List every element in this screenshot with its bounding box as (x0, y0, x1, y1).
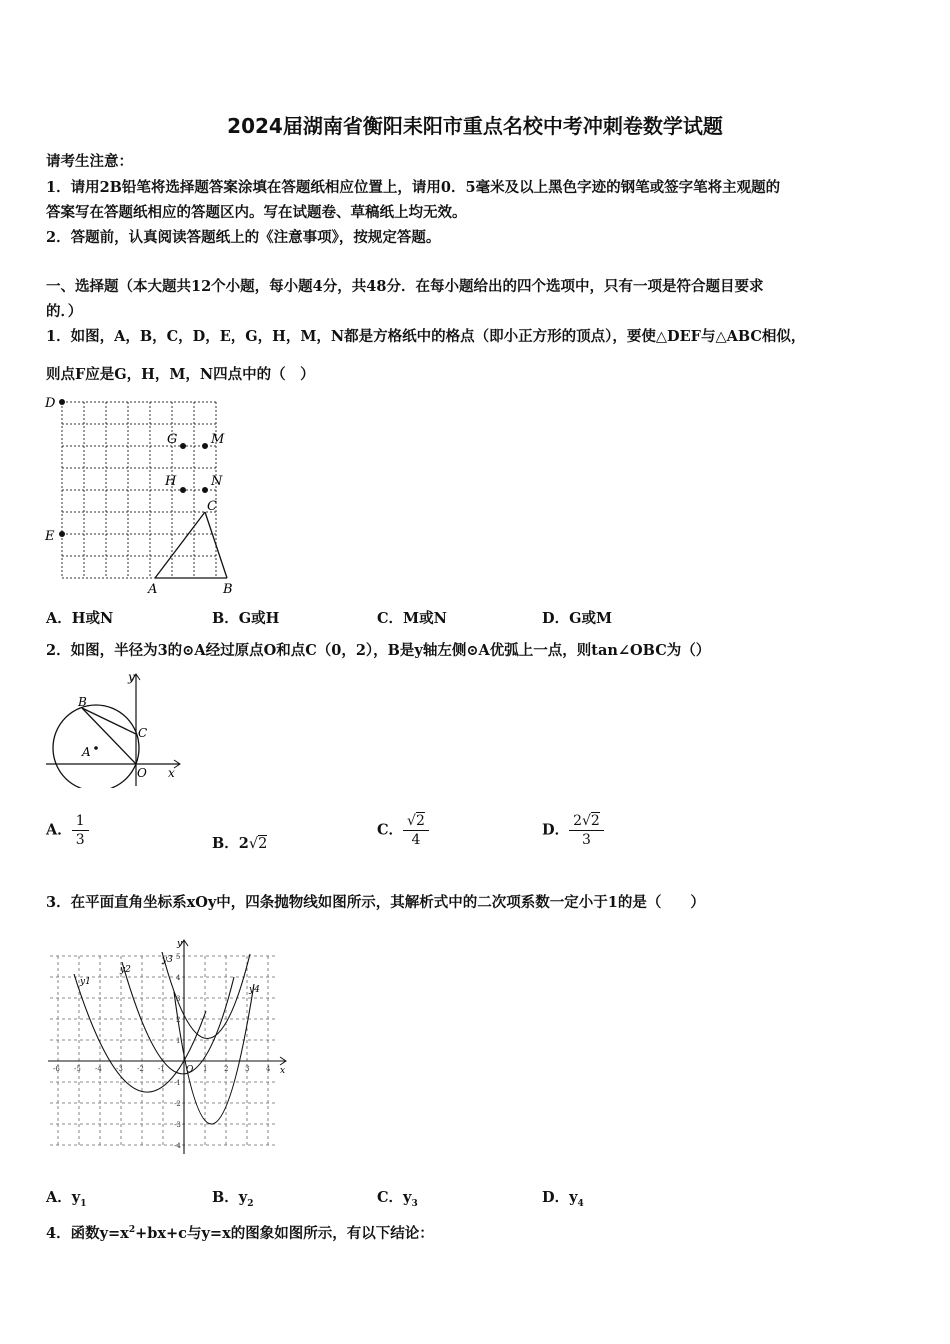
q4-text: 4．函数$y=x^2+bx+c$与y=x的图象如图所示，有以下结论： (46, 1224, 434, 1242)
q1-grid-lines (62, 402, 216, 578)
y-tick: -3 (174, 1121, 181, 1129)
q1-grid-figure (40, 390, 240, 600)
fraction-root2-over-4: $\frac{√2}{4}$ (403, 812, 429, 849)
label-g: G (167, 432, 178, 447)
q2-label-o: O (137, 766, 147, 780)
y-tick: 5 (176, 953, 181, 961)
q2-label-a: A (82, 745, 91, 759)
x-tick: 4 (266, 1065, 271, 1073)
x-tick: -3 (116, 1065, 123, 1073)
q3-label-y3: y3 (162, 955, 173, 965)
q3-label-y: y (177, 939, 183, 949)
sqrt-symbol: √ (582, 813, 591, 829)
x-tick: 1 (203, 1065, 208, 1073)
q2-label-b: B (78, 695, 87, 709)
q3-label-y4: y4 (249, 985, 260, 995)
section-heading-cont: 的．） (46, 303, 83, 320)
triangle-abc (155, 512, 227, 578)
notice-line-1-cont: 答案写在答题纸相应的答题区内。写在试题卷、草稿纸上均无效。 (46, 204, 467, 221)
q1-points (59, 399, 208, 537)
q3-label-x: x (280, 1066, 286, 1076)
q2-label-x: x (168, 766, 175, 780)
y-tick: 4 (176, 974, 181, 982)
y-tick: -4 (174, 1142, 181, 1150)
y-tick: 2 (176, 1016, 181, 1024)
label-c: C (207, 499, 217, 514)
q2-option-d-label: D． (542, 821, 570, 839)
q1-option-a[interactable]: A．H或N (46, 610, 114, 627)
q2-label-y: y (128, 670, 135, 684)
q2-option-c[interactable] (377, 812, 429, 849)
label-d: D (45, 396, 56, 411)
q2-option-a-label: A． (46, 821, 72, 839)
q1-text-cont: 则点F应是G，H，M，N四点中的（ ） (46, 366, 315, 383)
q2-option-a[interactable] (46, 812, 89, 849)
y-tick: -2 (174, 1100, 181, 1108)
sqrt-symbol: √ (407, 813, 416, 829)
x-tick: 2 (224, 1065, 229, 1073)
q1-option-d[interactable]: D．G或M (542, 610, 613, 627)
x-tick: -6 (53, 1065, 60, 1073)
label-e: E (45, 529, 55, 544)
x-tick: -4 (95, 1065, 102, 1073)
label-b: B (223, 582, 233, 597)
fraction-one-third: $\frac{1}{3}$ (72, 812, 89, 849)
q2-option-b[interactable] (212, 832, 267, 853)
q2-option-b-radicand: 2 (258, 836, 268, 852)
notice-line-1: 1．请用2B铅笔将选择题答案涂填在答题纸相应位置上，请用0．5毫米及以上黑色字迹的钢笔或签字笔将主观题的 (46, 179, 781, 196)
page-title: 2024届湖南省衡阳耒阳市重点名校中考冲刺卷数学试题 (227, 114, 723, 138)
q2-circle-figure (40, 668, 190, 788)
q2-option-c-label: C． (377, 821, 404, 839)
q2-option-b-label: B．2 (212, 835, 249, 852)
q3-option-a[interactable]: A．$y_1$ (46, 1189, 87, 1209)
q3-option-d[interactable]: D．$y_4$ (542, 1189, 584, 1209)
section-heading: 一、选择题（本大题共12个小题，每小题4分，共48分．在每小题给出的四个选项中，只有一项是符合题目要求 (46, 278, 764, 295)
center-a-dot (94, 746, 98, 750)
q3-label-y1: y1 (80, 977, 91, 987)
q3-label-y2: y2 (120, 965, 131, 975)
segment-bc (82, 708, 136, 734)
q3-option-b[interactable]: B．$y_2$ (212, 1189, 254, 1209)
label-n: N (211, 474, 223, 489)
notice-line-2: 2．答题前，认真阅读答题纸上的《注意事项》，按规定答题。 (46, 229, 441, 246)
q2-text: 2．如图，半径为3的⊙A经过原点O和点C（0，2），B是y轴左侧⊙A优弧上一点，则tan∠OBC为（） (46, 642, 711, 659)
y-tick: -1 (174, 1079, 181, 1087)
x-tick: 3 (245, 1065, 250, 1073)
q1-option-c[interactable]: C．M或N (377, 610, 447, 627)
x-tick: -2 (137, 1065, 144, 1073)
q3-label-o: O (186, 1065, 194, 1075)
label-h: H (165, 474, 177, 489)
notice-heading: 请考生注意： (46, 153, 133, 170)
y-tick: 3 (176, 995, 181, 1003)
q1-option-b[interactable]: B．G或H (212, 610, 280, 627)
q1-text: 1．如图，A，B，C，D，E，G，H，M，N都是方格纸中的格点（即小正方形的顶点），要使△DEF与△ABC相似， (46, 328, 806, 345)
label-a: A (148, 582, 158, 597)
q3-option-c[interactable]: C．$y_3$ (377, 1189, 418, 1209)
q3-text: 3．在平面直角坐标系xOy中，四条抛物线如图所示，其解析式中的二次项系数一定小于1的是（ ） (46, 894, 705, 911)
label-m: M (211, 432, 225, 447)
q3-parabola-figure (44, 932, 294, 1162)
x-tick: -1 (158, 1065, 165, 1073)
q2-option-d[interactable] (542, 812, 604, 849)
x-tick: -5 (74, 1065, 81, 1073)
q2-label-c: C (138, 726, 148, 740)
y-tick: 1 (176, 1037, 181, 1045)
sqrt-symbol: √ (248, 836, 259, 852)
fraction-2root2-over-3: $\frac{2√2}{3}$ (569, 812, 604, 849)
